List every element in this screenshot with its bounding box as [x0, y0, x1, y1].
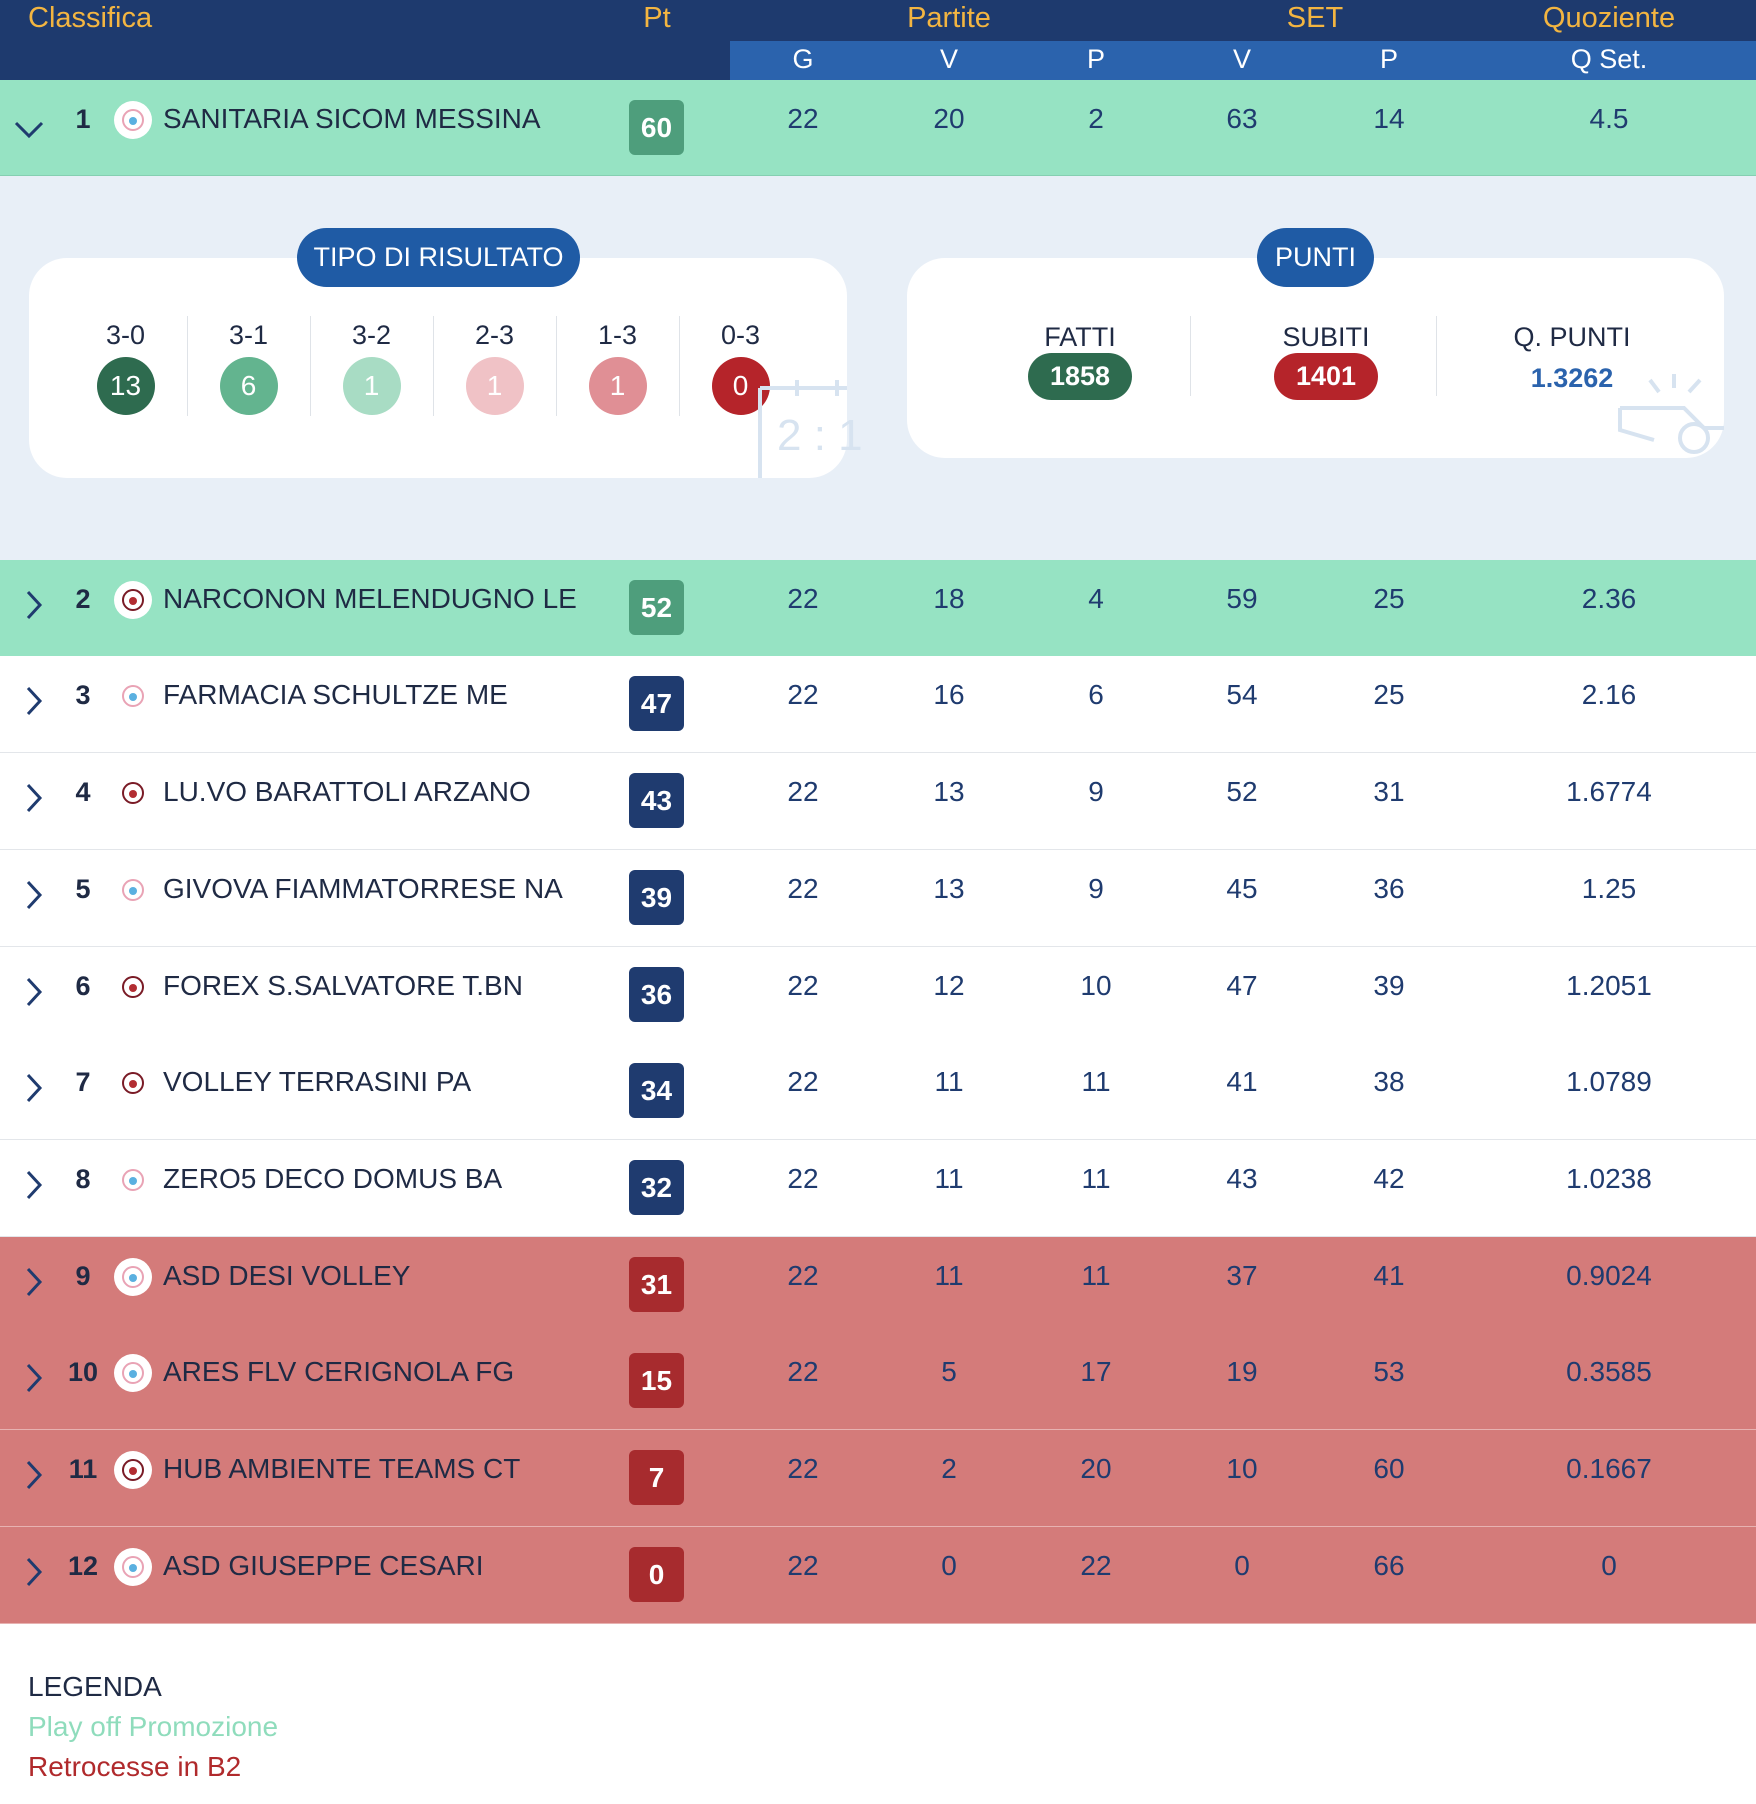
fatti-value: 1858: [1028, 353, 1132, 400]
table-row[interactable]: [0, 947, 1756, 1044]
team-name[interactable]: LU.VO BARATTOLI ARZANO: [163, 776, 531, 807]
subheader-qset: Q Set.: [1570, 44, 1648, 74]
position-number: 6: [75, 971, 91, 1001]
team-name[interactable]: ASD GIUSEPPE CESARI: [163, 1550, 484, 1581]
chevron-right-icon[interactable]: [20, 1073, 42, 1103]
header-quoziente: Quoziente: [1542, 2, 1676, 34]
sets-lost-cell: 36: [1373, 873, 1405, 904]
result-label: 3-0: [105, 320, 146, 350]
won-cell: 11: [934, 1260, 964, 1291]
team-detail-panel: [0, 176, 1756, 560]
results-title-pill: TIPO DI RISULTATO: [297, 228, 580, 287]
played-cell: 22: [787, 776, 819, 807]
points-badge: 60: [629, 100, 684, 155]
fatti-label: FATTI: [1044, 322, 1116, 352]
qpunti-label: Q. PUNTI: [1513, 322, 1631, 352]
position-number: 7: [75, 1067, 91, 1097]
v-badge-logo-icon: [114, 968, 152, 1006]
sets-won-cell: 0: [1234, 1550, 1250, 1581]
points-badge: 7: [629, 1450, 684, 1505]
table-row[interactable]: [0, 80, 1756, 176]
won-cell: 12: [933, 970, 965, 1001]
played-cell: 22: [787, 1550, 819, 1581]
table-row[interactable]: [0, 1043, 1756, 1140]
played-cell: 22: [787, 583, 819, 614]
set-quotient-cell: 0.1667: [1566, 1453, 1652, 1484]
set-quotient-cell: 2.36: [1581, 583, 1637, 614]
points-title-pill: PUNTI: [1257, 228, 1374, 287]
table-row[interactable]: [0, 1430, 1756, 1527]
sets-won-cell: 19: [1226, 1356, 1258, 1387]
points-badge: 15: [629, 1353, 684, 1408]
won-cell: 16: [933, 679, 965, 710]
result-label: 0-3: [720, 320, 761, 350]
set-quotient-cell: 1.0789: [1566, 1066, 1652, 1097]
sets-lost-cell: 38: [1373, 1066, 1405, 1097]
sets-won-cell: 59: [1226, 583, 1258, 614]
sets-lost-cell: 41: [1373, 1260, 1405, 1291]
team-name[interactable]: SANITARIA SICOM MESSINA: [163, 103, 541, 134]
points-badge: 34: [629, 1063, 684, 1118]
subiti-value: 1401: [1274, 353, 1378, 400]
sets-won-cell: 47: [1226, 970, 1258, 1001]
team-name[interactable]: ARES FLV CERIGNOLA FG: [163, 1356, 515, 1387]
result-count: 1: [343, 357, 401, 415]
position-number: 3: [75, 680, 91, 710]
result-count: 0: [712, 357, 770, 415]
table-row[interactable]: [0, 560, 1756, 657]
sets-lost-cell: 31: [1373, 776, 1405, 807]
position-number: 9: [75, 1261, 91, 1291]
set-quotient-cell: 1.0238: [1566, 1163, 1652, 1194]
sets-lost-cell: 42: [1373, 1163, 1405, 1194]
team-name[interactable]: FARMACIA SCHULTZE ME: [163, 679, 508, 710]
subheader-set-p: P: [1379, 44, 1399, 74]
federation-logo-icon: [114, 1354, 152, 1392]
sets-won-cell: 43: [1226, 1163, 1258, 1194]
chevron-right-icon[interactable]: [20, 783, 42, 813]
lost-cell: 2: [1088, 103, 1104, 134]
points-badge: 39: [629, 870, 684, 925]
team-name[interactable]: HUB AMBIENTE TEAMS CT: [163, 1453, 521, 1484]
won-cell: 11: [934, 1163, 964, 1194]
scoreboard-watermark-icon: [737, 368, 863, 478]
table-row[interactable]: [0, 1237, 1756, 1334]
result-count: 1: [589, 357, 647, 415]
won-cell: 13: [933, 776, 965, 807]
played-cell: 22: [787, 1453, 819, 1484]
points-divider: [1436, 316, 1437, 396]
chevron-right-icon[interactable]: [20, 1557, 42, 1587]
federation-logo-icon: [114, 1548, 152, 1586]
played-cell: 22: [787, 1356, 819, 1387]
result-label: 3-1: [228, 320, 269, 350]
result-type-3-0: [64, 320, 187, 415]
chevron-right-icon[interactable]: [20, 1267, 42, 1297]
team-name[interactable]: FOREX S.SALVATORE T.BN: [163, 970, 523, 1001]
position-number: 4: [75, 777, 91, 807]
subiti-label: SUBITI: [1282, 322, 1370, 352]
arzano-volley-logo-icon: [114, 774, 152, 812]
position-number: 11: [68, 1454, 98, 1484]
sets-lost-cell: 14: [1373, 103, 1405, 134]
set-quotient-cell: 4.5: [1589, 103, 1629, 134]
played-cell: 22: [787, 970, 819, 1001]
position-number: 10: [67, 1357, 99, 1387]
chevron-right-icon[interactable]: [20, 1460, 42, 1490]
sets-won-cell: 41: [1226, 1066, 1258, 1097]
sets-lost-cell: 53: [1373, 1356, 1405, 1387]
won-cell: 2: [941, 1453, 957, 1484]
played-cell: 22: [787, 103, 819, 134]
points-card: [907, 258, 1724, 458]
set-quotient-cell: 1.2051: [1566, 970, 1652, 1001]
points-badge: 0: [629, 1547, 684, 1602]
result-count: 13: [97, 357, 155, 415]
sets-lost-cell: 66: [1373, 1550, 1405, 1581]
set-quotient-cell: 0.9024: [1566, 1260, 1652, 1291]
table-row[interactable]: [0, 850, 1756, 947]
legend-relegated: Retrocesse in B2: [28, 1751, 242, 1782]
chevron-right-icon[interactable]: [20, 880, 42, 910]
header-set: SET: [1286, 2, 1344, 34]
melendugno-logo-icon: [114, 581, 152, 619]
table-row[interactable]: [0, 1333, 1756, 1430]
won-cell: 18: [933, 583, 965, 614]
chevron-right-icon[interactable]: [20, 590, 42, 620]
played-cell: 22: [787, 679, 819, 710]
sets-won-cell: 45: [1226, 873, 1258, 904]
result-label: 2-3: [474, 320, 515, 350]
points-divider: [1190, 316, 1191, 396]
played-cell: 22: [787, 873, 819, 904]
lost-cell: 11: [1081, 1066, 1111, 1097]
position-number: 1: [75, 104, 91, 134]
qpunti-value: 1.3262: [1530, 363, 1614, 393]
position-number: 2: [75, 584, 91, 614]
federation-logo-icon: [114, 871, 152, 909]
chevron-right-icon[interactable]: [20, 686, 42, 716]
team-name[interactable]: GIVOVA FIAMMATORRESE NA: [163, 873, 563, 904]
points-badge: 47: [629, 676, 684, 731]
sets-won-cell: 37: [1226, 1260, 1258, 1291]
table-row[interactable]: [0, 753, 1756, 850]
legend-title: LEGENDA: [28, 1671, 162, 1702]
set-quotient-cell: 0.3585: [1566, 1356, 1652, 1387]
result-count: 1: [466, 357, 524, 415]
lost-cell: 11: [1081, 1260, 1111, 1291]
chevron-right-icon[interactable]: [20, 1170, 42, 1200]
won-cell: 13: [933, 873, 965, 904]
position-number: 5: [75, 874, 91, 904]
won-cell: 5: [941, 1356, 957, 1387]
chevron-right-icon[interactable]: [20, 1363, 42, 1393]
result-label: 1-3: [597, 320, 638, 350]
table-row[interactable]: [0, 1140, 1756, 1237]
lost-cell: 20: [1080, 1453, 1112, 1484]
sets-lost-cell: 39: [1373, 970, 1405, 1001]
set-quotient-cell: 1.25: [1581, 873, 1637, 904]
subheader-v: V: [939, 44, 959, 74]
header-partite: Partite: [907, 2, 991, 34]
won-cell: 0: [941, 1550, 957, 1581]
sets-lost-cell: 60: [1373, 1453, 1405, 1484]
terrasini-shield-logo-icon: [114, 1064, 152, 1102]
won-cell: 11: [934, 1066, 964, 1097]
results-card: [29, 258, 863, 478]
svg-text:2 : 1: 2 : 1: [777, 411, 863, 460]
points-badge: 32: [629, 1160, 684, 1215]
chevron-down-icon[interactable]: [14, 114, 36, 144]
federation-logo-icon: [114, 677, 152, 715]
sets-won-cell: 10: [1226, 1453, 1258, 1484]
sets-won-cell: 54: [1226, 679, 1258, 710]
chevron-right-icon[interactable]: [20, 977, 42, 1007]
team-name[interactable]: VOLLEY TERRASINI PA: [163, 1066, 472, 1097]
whistle-watermark-icon: [1614, 368, 1724, 458]
table-row[interactable]: [0, 1527, 1756, 1624]
played-cell: 22: [787, 1066, 819, 1097]
result-count: 6: [220, 357, 278, 415]
lost-cell: 10: [1080, 970, 1112, 1001]
subheader-p: P: [1086, 44, 1106, 74]
federation-logo-icon: [114, 1258, 152, 1296]
team-name[interactable]: NARCONON MELENDUGNO LE: [163, 583, 577, 614]
subheader-set-v: V: [1232, 44, 1252, 74]
header-classifica: Classifica: [28, 2, 153, 34]
lost-cell: 11: [1081, 1163, 1111, 1194]
lost-cell: 17: [1080, 1356, 1112, 1387]
set-quotient-cell: 1.6774: [1566, 776, 1652, 807]
points-fatti: [957, 322, 1203, 400]
result-label: 3-2: [351, 320, 392, 350]
table-row[interactable]: [0, 656, 1756, 753]
federation-logo-icon: [114, 101, 152, 139]
legend-promo: Play off Promozione: [28, 1711, 279, 1742]
sets-won-cell: 63: [1226, 103, 1258, 134]
lost-cell: 9: [1088, 873, 1104, 904]
set-quotient-cell: 0: [1601, 1550, 1617, 1581]
result-type-1-3: [556, 320, 679, 415]
team-name[interactable]: ASD DESI VOLLEY: [163, 1260, 411, 1291]
played-cell: 22: [787, 1260, 819, 1291]
lost-cell: 4: [1088, 583, 1104, 614]
position-number: 12: [67, 1551, 99, 1581]
points-badge: 36: [629, 967, 684, 1022]
subheader-g: G: [792, 44, 814, 74]
played-cell: 22: [787, 1163, 819, 1194]
lost-cell: 6: [1088, 679, 1104, 710]
federation-logo-icon: [114, 1161, 152, 1199]
lost-cell: 22: [1080, 1550, 1112, 1581]
lost-cell: 9: [1088, 776, 1104, 807]
result-type-2-3: [433, 320, 556, 415]
hub-ambiente-logo-icon: [114, 1451, 152, 1489]
team-name[interactable]: ZERO5 DECO DOMUS BA: [163, 1163, 503, 1194]
sets-lost-cell: 25: [1373, 583, 1405, 614]
header-pt: Pt: [643, 2, 671, 34]
points-badge: 31: [629, 1257, 684, 1312]
points-badge: 52: [629, 580, 684, 635]
points-subiti: [1203, 322, 1449, 400]
won-cell: 20: [933, 103, 965, 134]
position-number: 8: [75, 1164, 91, 1194]
result-type-3-1: [187, 320, 310, 415]
result-type-3-2: [310, 320, 433, 415]
sets-lost-cell: 25: [1373, 679, 1405, 710]
sets-won-cell: 52: [1226, 776, 1258, 807]
set-quotient-cell: 2.16: [1581, 679, 1637, 710]
points-badge: 43: [629, 773, 684, 828]
